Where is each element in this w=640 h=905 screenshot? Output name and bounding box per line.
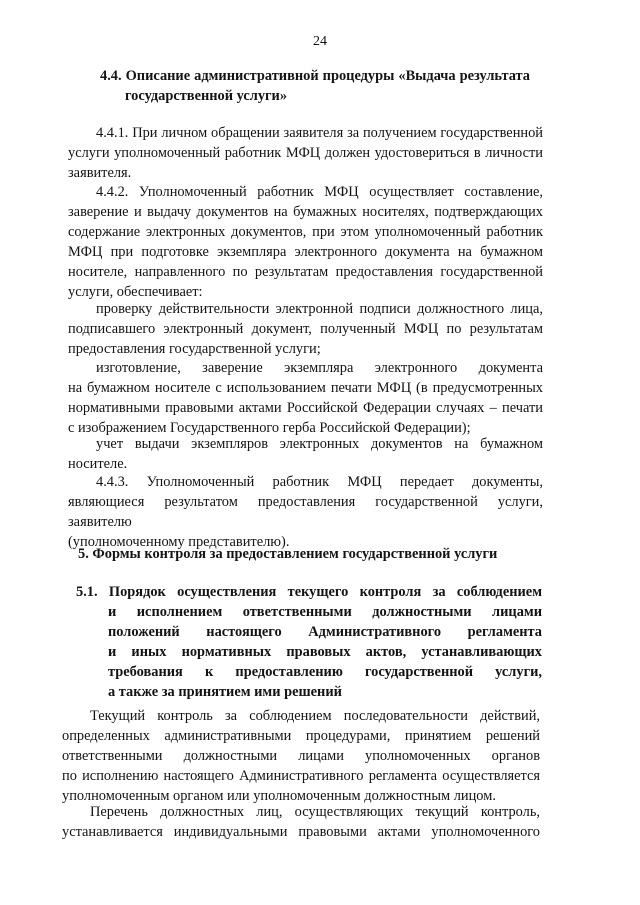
text-line: 4.4.1. При личном обращении заявителя за получением государственной <box>96 125 543 141</box>
list-item-verification <box>68 299 543 359</box>
heading-line: требования к предоставлению государственной услуги, <box>108 664 542 680</box>
heading-line: 5.1. Порядок осуществления текущего контроля за соблюдением <box>76 584 542 600</box>
text-line: на бумажном носителе с использованием печати МФЦ (в предусмотренных <box>68 380 543 396</box>
text-line: МФЦ при подготовке экземпляра электронного документа на бумажном <box>68 244 543 260</box>
text-line: уполномоченным органом или уполномоченным должностным лицом. <box>62 788 496 804</box>
text-line: изготовление, заверение экземпляра электронного документа <box>96 360 543 376</box>
text-line: подписавшего электронный документ, полученный МФЦ по результатам <box>68 321 543 337</box>
paragraph-4-4-2 <box>68 182 543 302</box>
heading-line: положений настоящего Административного регламента <box>108 624 542 640</box>
paragraph-4-4-1 <box>68 123 543 183</box>
text-line: являющиеся результатом предоставления государственной услуги, заявителю <box>68 494 543 530</box>
text-line: определенных административными процедурами, принятием решений <box>62 728 540 744</box>
text-line: ответственными должностными лицами уполномоченных органов <box>62 748 540 764</box>
paragraph-4-4-3 <box>68 472 543 552</box>
text-line: нормативными правовыми актами Российской Федерации случаях – печати <box>68 400 543 416</box>
section-heading-4-4-cont <box>125 86 425 106</box>
text-line: по исполнению настоящего Административного регламента осуществляется <box>62 768 540 784</box>
text-line: учет выдачи экземпляров электронных документов на бумажном <box>96 436 543 452</box>
heading-line: 4.4. Описание административной процедуры «Выдача результата <box>100 68 530 84</box>
text-line: устанавливается индивидуальными правовыми актами уполномоченного <box>62 824 540 840</box>
text-line: Перечень должностных лиц, осуществляющих текущий контроль, <box>90 804 540 820</box>
section-heading-4-4 <box>100 66 530 86</box>
text-line: с изображением Государственного герба Российской Федерации); <box>68 420 471 436</box>
text-line: услуги, обеспечивает: <box>68 284 203 300</box>
paragraph-officials-list <box>62 802 540 842</box>
text-line: носителе, направленного по результатам предоставления государственной <box>68 264 543 280</box>
text-line: носителе. <box>68 456 128 472</box>
heading-line: 5. Формы контроля за предоставлением государственной услуги <box>78 546 498 562</box>
heading-line: а также за принятием ими решений <box>108 684 342 700</box>
text-line: заявителя. <box>68 165 132 181</box>
text-line: предоставления государственной услуги; <box>68 341 321 357</box>
paragraph-current-control <box>62 706 540 806</box>
text-line: услуги уполномоченный работник МФЦ должен удостовериться в личности <box>68 145 543 161</box>
text-line: Текущий контроль за соблюдением последовательности действий, <box>90 708 540 724</box>
heading-line: и иных нормативных правовых актов, устанавливающих <box>108 644 542 660</box>
text-line: содержание электронных документов, при этом уполномоченный работник <box>68 224 543 240</box>
list-item-production <box>68 358 543 438</box>
page-number: 24 <box>313 34 327 49</box>
text-line: (уполномоченному представителю). <box>68 534 290 550</box>
text-line: проверку действительности электронной подписи должностного лица, <box>96 301 543 317</box>
section-heading-5 <box>78 544 548 564</box>
text-line: 4.4.2. Уполномоченный работник МФЦ осуществляет составление, <box>96 184 543 200</box>
heading-line: и исполнением ответственными должностными лицами <box>108 604 542 620</box>
text-line: 4.4.3. Уполномоченный работник МФЦ передает документы, <box>96 474 543 490</box>
heading-line: государственной услуги» <box>125 88 288 104</box>
text-line: заверение и выдачу документов на бумажных носителях, подтверждающих <box>68 204 543 220</box>
list-item-accounting <box>68 434 543 474</box>
section-heading-5-1 <box>76 582 542 702</box>
